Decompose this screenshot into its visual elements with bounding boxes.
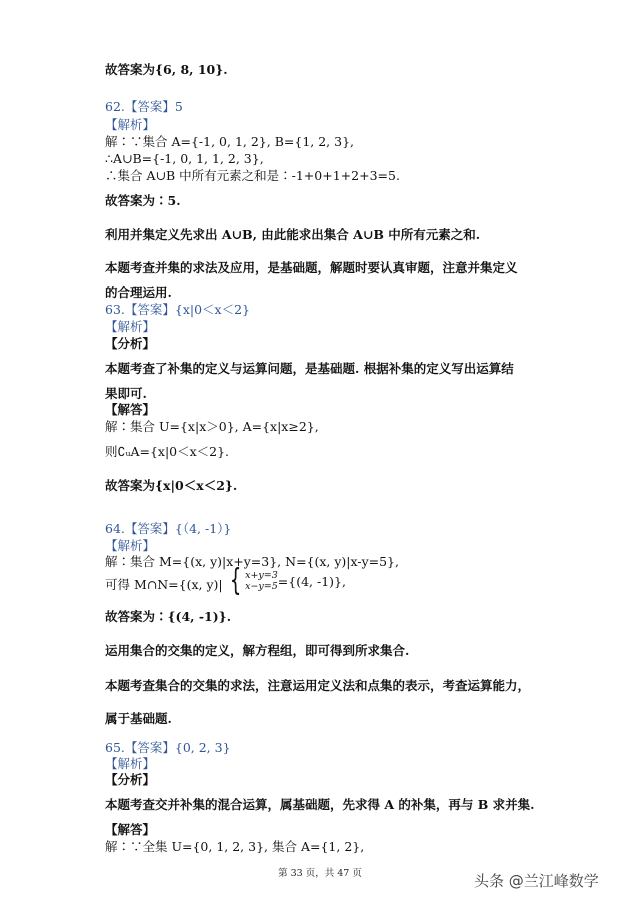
- text-line-11: 【解析】: [105, 319, 156, 334]
- text-line-27: 65.【答案】{0, 2, 3}: [105, 740, 231, 755]
- text-line-5: ∴集合 A∪B 中所有元素之和是∶-1+0+1+2+3=5.: [105, 168, 400, 183]
- equation-system: [226, 563, 346, 598]
- text-line-4: ∴A∪B={-1, 0, 1, 1, 2, 3},: [105, 151, 264, 166]
- text-line-8: 本题考查并集的求法及应用，是基础题，解题时要认真审题，注意并集定义: [105, 260, 518, 275]
- text-line-1: 62.【答案】5: [105, 99, 183, 114]
- text-line-17: 则∁ᵤA={x|0＜x＜2}.: [105, 444, 230, 459]
- text-line-16: 解∶集合 U={x|x＞0}, A={x|x≥2},: [105, 419, 319, 434]
- equation-2: x−y=5: [245, 581, 278, 592]
- text-line-0: 故答案为{6, 8, 10}.: [105, 62, 228, 77]
- text-line-29: 【分析】: [105, 772, 156, 787]
- text-line-32: 解∶∵全集 U={0, 1, 2, 3}, 集合 A={1, 2},: [105, 839, 365, 854]
- text-line-22: 可得 M∩N={(x, y)|: [105, 577, 223, 592]
- text-line-14: 果即可.: [105, 386, 147, 401]
- left-brace-icon: {: [229, 563, 242, 598]
- text-line-23: 故答案为∶{(4, -1)}.: [105, 609, 232, 624]
- text-line-12: 【分析】: [105, 336, 156, 351]
- watermark: 头条 @兰江峰数学: [474, 872, 599, 890]
- text-line-2: 【解析】: [105, 117, 156, 132]
- text-line-13: 本题考查了补集的定义与运算问题，是基础题. 根据补集的定义写出运算结: [105, 361, 514, 376]
- page-footer: 第 33 页，共 47 页: [278, 868, 362, 879]
- system-result: ={(4, -1)},: [277, 573, 346, 589]
- text-line-15: 【解答】: [105, 402, 156, 417]
- text-line-28: 【解析】: [105, 756, 156, 771]
- text-line-21: 解∶集合 M={(x, y)|x+y=3}, N={(x, y)|x-y=5},: [105, 554, 399, 569]
- equation-1: x+y=3: [245, 570, 278, 581]
- text-line-9: 的合理运用.: [105, 285, 172, 300]
- text-line-18: 故答案为{x|0＜x＜2}.: [105, 478, 238, 493]
- text-line-26: 属于基础题.: [105, 711, 172, 726]
- text-line-7: 利用并集定义先求出 A∪B, 由此能求出集合 A∪B 中所有元素之和.: [105, 227, 481, 242]
- equation-stack: [245, 570, 278, 592]
- text-line-19: 64.【答案】{（4, -1）}: [105, 521, 232, 536]
- text-line-20: 【解析】: [105, 538, 156, 553]
- text-line-3: 解∶∵集合 A={-1, 0, 1, 2}, B={1, 2, 3},: [105, 134, 354, 149]
- text-line-24: 运用集合的交集的定义，解方程组，即可得到所求集合.: [105, 643, 410, 658]
- text-line-10: 63.【答案】{x|0＜x＜2}: [105, 302, 251, 317]
- text-line-31: 【解答】: [105, 822, 156, 837]
- text-line-30: 本题考查交并补集的混合运算，属基础题，先求得 A 的补集，再与 B 求并集.: [105, 797, 535, 812]
- text-line-6: 故答案为∶5.: [105, 193, 181, 208]
- text-line-25: 本题考查集合的交集的求法，注意运用定义法和点集的表示，考查运算能力，: [105, 678, 531, 693]
